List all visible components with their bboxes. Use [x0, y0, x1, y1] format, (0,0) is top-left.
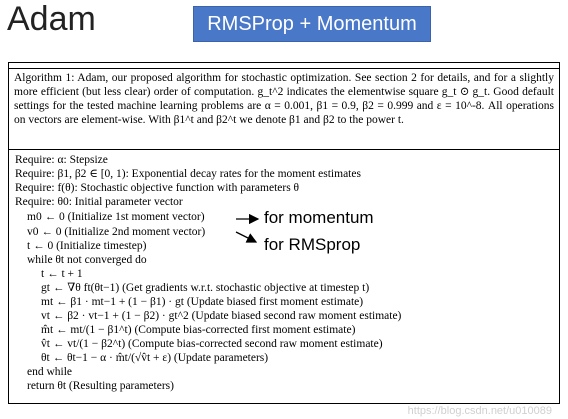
- algo-line-require-objective: Require: f(θ): Stochastic objective function with parameters θ: [15, 182, 300, 194]
- annotation-momentum: for momentum: [264, 208, 374, 227]
- watermark: https://blog.csdn.net/u010089: [407, 405, 552, 417]
- algo-line-return: return θt (Resulting parameters): [27, 380, 174, 392]
- algo-line-v0: v0 ← 0 (Initialize 2nd moment vector): [27, 226, 206, 238]
- algo-line-increment: t ← t + 1: [41, 268, 83, 280]
- rmsprop-arrow: [236, 232, 256, 242]
- algo-line-require-theta0: Require: θ0: Initial parameter vector: [15, 196, 183, 208]
- annotation-rmsprop: for RMSprop: [264, 235, 361, 254]
- algo-line-t0: t ← 0 (Initialize timestep): [27, 240, 147, 252]
- algo-line-while: while θt not converged do: [27, 254, 147, 266]
- algo-line-second-moment: vt ← β2 · vt−1 + (1 − β2) · gt^2 (Update biased second raw moment estimate): [41, 310, 402, 322]
- algo-line-bias-second: v̂t ← vt/(1 − β2^t) (Compute bias-corrected second raw moment estimate): [41, 338, 383, 350]
- algo-line-m0: m0 ← 0 (Initialize 1st moment vector): [27, 211, 205, 223]
- algo-line-gradient: gt ← ∇θ ft(θt−1) (Get gradients w.r.t. stochastic objective at timestep t): [41, 282, 370, 294]
- algo-line-update: θt ← θt−1 − α · m̂t/(√v̂t + ε) (Update parameters): [41, 352, 269, 364]
- title-banner: RMSProp + Momentum: [193, 6, 431, 42]
- algo-line-require-decay: Require: β1, β2 ∈ [0, 1): Exponential decay rates for the moment estimates: [15, 168, 361, 180]
- algo-line-bias-first: m̂t ← mt/(1 − β1^t) (Compute bias-corrected first moment estimate): [41, 324, 356, 336]
- algo-line-require-stepsize: Require: α: Stepsize: [15, 154, 108, 166]
- algorithm-header: Algorithm 1: Adam, our proposed algorithm for stochastic optimization. See section 2 for details, and for a slightly more efficient (but less clear) order of computation. g_t^2 indicates the elementwise square g_t ⊙ g_t. Good default settings for the tested machine learning problems are α = 0.001, β1 = 0.9, β2 = 0.999 and ε = 10^-8. All operations on vectors are element-wise. With β1^t and β2^t we denote β1 and β2 to the power t.: [14, 72, 554, 126]
- algo-line-first-moment: mt ← β1 · mt−1 + (1 − β1) · gt (Update biased first moment estimate): [41, 296, 364, 308]
- algo-line-end-while: end while: [27, 366, 73, 378]
- slide-title: Adam: [7, 0, 96, 38]
